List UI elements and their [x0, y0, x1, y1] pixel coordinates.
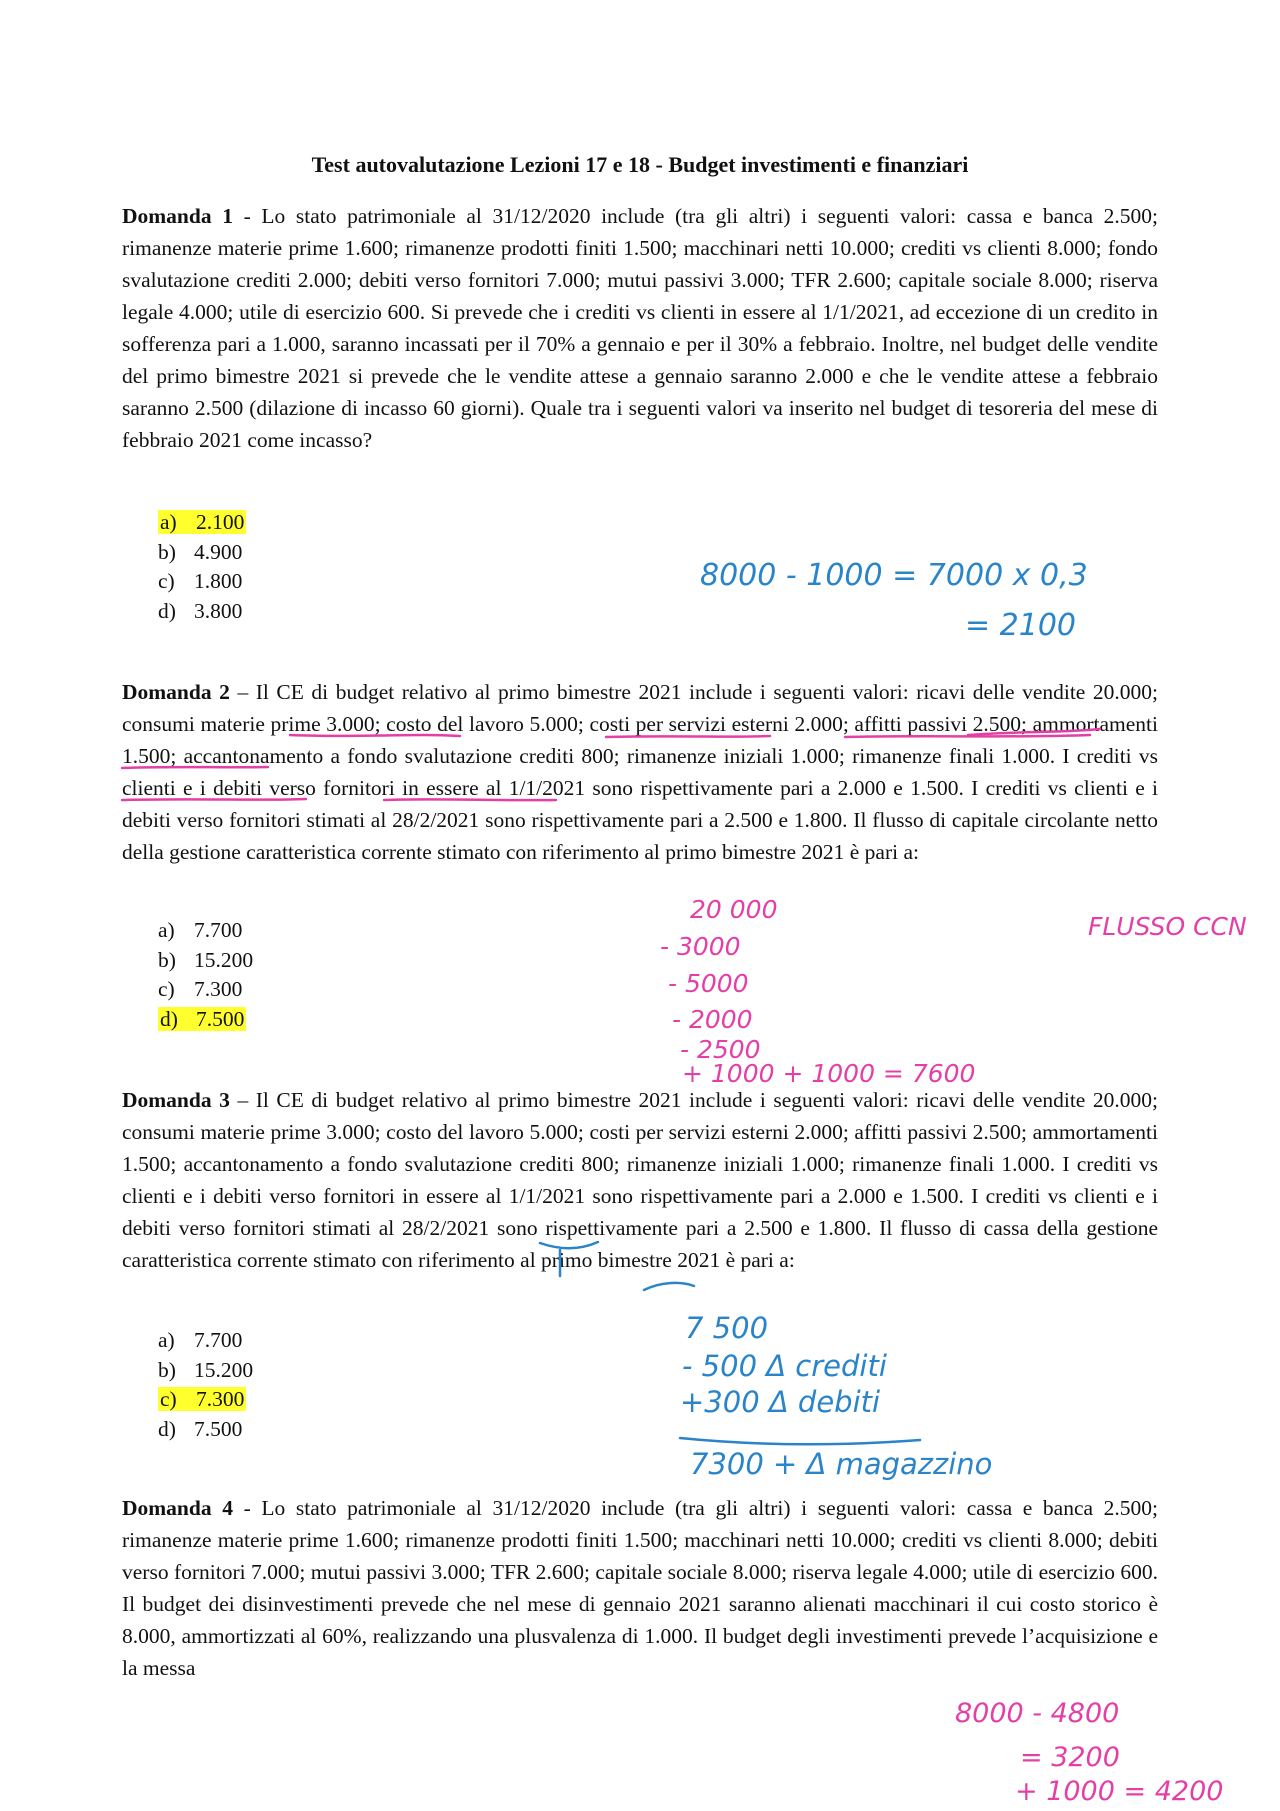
option-a[interactable]: a) 7.700 [158, 1328, 243, 1352]
handwriting-q1-line2: = 2100 [965, 608, 1077, 643]
question-1-label: Domanda 1 [122, 204, 233, 228]
option-d[interactable]: d) 7.500 [160, 1006, 245, 1031]
option-d[interactable]: d) 3.800 [158, 598, 243, 623]
option-b[interactable]: b) 15.200 [158, 1357, 254, 1382]
handwriting-q1 [700, 558, 1088, 643]
question-4-label: Domanda 4 [122, 1496, 233, 1520]
handwriting-q4 [955, 1698, 1223, 1807]
question-3-text: – Il CE di budget relativo al primo bimestre 2021 include i seguenti valori: ricavi delle vendite 20.000; consumi materie prime 3.000; costo del lavoro 5.000; costi per servizi esterni 2.000; affitti passivi 2.500; ammortamenti 1.500; accantonamento a fondo svalutazione crediti 800; rimanenze iniziali 1.000; rimanenze finali 1.000. I crediti vs clienti e i debiti verso fornitori in essere al 1/1/2021 sono rispettivamente pari a 2.000 e 1.500. I crediti vs clienti e i debiti verso fornitori stimati al 28/2/2021 sono rispettivamente pari a 2.500 e 1.800. Il flusso di cassa della gestione caratteristica corrente stimato con riferimento al primo bimestre 2021 è pari a: [122, 1088, 1158, 1272]
option-c[interactable]: c) 7.300 [160, 1387, 245, 1411]
question-2-text: – Il CE di budget relativo al primo bimestre 2021 include i seguenti valori: ricavi delle vendite 20.000; consumi materie prime 3.000; costo del lavoro 5.000; costi per servizi esterni 2.000; affitti passivi 2.500; ammortamenti 1.500; accantonamento a fondo svalutazione crediti 800; rimanenze iniziali 1.000; rimanenze finali 1.000. I crediti vs clienti e i debiti verso fornitori in essere al 1/1/2021 sono rispettivamente pari a 2.000 e 1.500. I crediti vs clienti e i debiti verso fornitori stimati al 28/2/2021 sono rispettivamente pari a 2.500 e 1.800. Il flusso di capitale circolante netto della gestione caratteristica corrente stimato con riferimento al primo bimestre 2021 è pari a: [122, 680, 1158, 864]
question-1 [122, 200, 1158, 456]
handwriting-q2 [660, 895, 1247, 1088]
handwriting-q2-line3: - 5000 [668, 969, 749, 998]
handwriting-q3-line1: 7 500 [685, 1311, 769, 1345]
question-3 [122, 1084, 1158, 1276]
handwriting-q3-line2: - 500 Δ crediti [682, 1349, 887, 1383]
handwriting-q2-line4: - 2000 [672, 1005, 753, 1034]
question-4-text: - Lo stato patrimoniale al 31/12/2020 include (tra gli altri) i seguenti valori: cassa e banca 2.500; rimanenze materie prime 1.600; rimanenze prodotti finiti 1.500; macchinari netti 10.000; crediti vs clienti 8.000; debiti verso fornitori 7.000; mutui passivi 3.000; TFR 2.600; capitale sociale 8.000; riserva legale 4.000; utile di esercizio 600. Il budget dei disinvestimenti prevede che nel mese di gennaio 2021 saranno alienati macchinari il cui costo storico è 8.000, ammortizzati al 60%, realizzando una plusvalenza di 1.000. Il budget degli investimenti prevede l’acquisizione e la messa [122, 1496, 1158, 1680]
question-1-text: - Lo stato patrimoniale al 31/12/2020 include (tra gli altri) i seguenti valori: cassa e banca 2.500; rimanenze materie prime 1.600; rimanenze prodotti finiti 1.500; macchinari netti 10.000; crediti vs clienti 8.000; fondo svalutazione crediti 2.000; debiti verso fornitori 7.000; mutui passivi 3.000; TFR 2.600; capitale sociale 8.000; riserva legale 4.000; utile di esercizio 600. Si prevede che i crediti vs clienti in essere al 1/1/2021, ad eccezione di un credito in sofferenza pari a 1.000, saranno incassati per il 70% a gennaio e per il 30% a febbraio. Inoltre, nel budget delle vendite del primo bimestre 2021 si prevede che le vendite attese a gennaio saranno 2.000 e che le vendite attese a febbraio saranno 2.500 (dilazione di incasso 60 giorni). Quale tra i seguenti valori va inserito nel budget di tesoreria del mese di febbraio 2021 come incasso? [122, 204, 1158, 452]
handwriting-q1-line1: 8000 - 1000 = 7000 x 0,3 [700, 558, 1088, 593]
option-b[interactable]: b) 15.200 [158, 947, 254, 972]
option-c[interactable]: c) 7.300 [158, 977, 243, 1001]
question-2 [122, 676, 1158, 868]
handwriting-q4-line3: + 1000 = 4200 [1015, 1776, 1224, 1807]
handwriting-q2-line6: + 1000 + 1000 = 7600 [682, 1059, 976, 1088]
option-d[interactable]: d) 7.500 [158, 1416, 243, 1441]
handwriting-q3 [680, 1311, 992, 1481]
question-3-label: Domanda 3 [122, 1088, 230, 1112]
handwriting-q2-line2: - 3000 [660, 932, 741, 961]
option-a[interactable]: a) 2.100 [160, 510, 245, 534]
option-b[interactable]: b) 4.900 [158, 539, 243, 564]
handwriting-q2-line5: - 2500 [680, 1035, 761, 1064]
handwriting-q4-line1: 8000 - 4800 [955, 1698, 1120, 1729]
handwriting-q3-line3: +300 Δ debiti [680, 1385, 881, 1419]
handwriting-q2-header: FLUSSO CCN [1088, 912, 1247, 941]
handwriting-q4-line2: = 3200 [1020, 1742, 1120, 1773]
question-2-options [158, 916, 253, 1034]
option-c[interactable]: c) 1.800 [158, 569, 243, 593]
option-a[interactable]: a) 7.700 [158, 918, 243, 942]
question-4 [122, 1492, 1158, 1684]
question-2-label: Domanda 2 [122, 680, 230, 704]
page-title: Test autovalutazione Lezioni 17 e 18 - Budget investimenti e finanziari [311, 152, 969, 177]
question-3-options [158, 1326, 253, 1444]
question-1-options [158, 508, 246, 626]
handwriting-q2-line1: 20 000 [690, 895, 778, 924]
handwriting-q3-line4: 7300 + Δ magazzino [690, 1447, 993, 1481]
